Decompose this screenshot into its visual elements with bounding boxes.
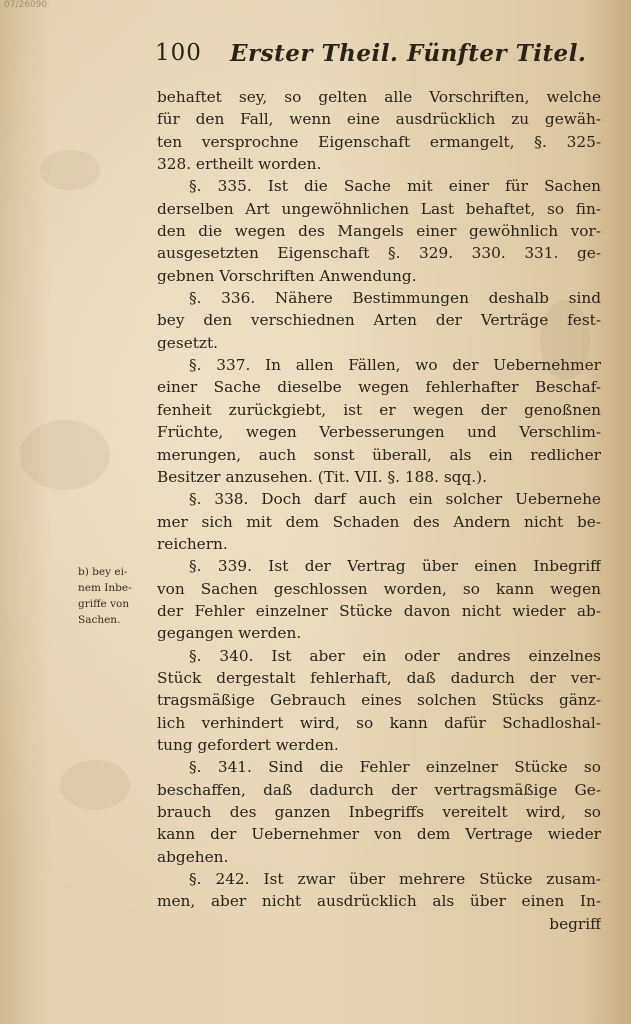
text-line: 328. ertheilt worden.	[157, 155, 322, 174]
text-line: §. 336. Nähere Bestimmungen deshalb sind	[189, 289, 601, 308]
text-line: den die wegen des Mangels einer gewöhnlich vor-	[157, 222, 601, 241]
text-line: begriff	[549, 914, 601, 933]
margin-note	[78, 564, 152, 628]
text-line: tragsmäßige Gebrauch eines solchen Stücks gänz-	[157, 691, 601, 710]
text-line: men, aber nicht ausdrücklich als über einen In-	[157, 892, 601, 911]
text-line: kann der Uebernehmer von dem Vertrage wieder	[157, 825, 601, 844]
text-line: der Fehler einzelner Stücke davon nicht wieder ab-	[157, 601, 601, 620]
margin-note-line: b) bey ei-	[78, 566, 128, 578]
text-line: §. 341. Sind die Fehler einzelner Stücke so	[189, 758, 601, 777]
text-line: merungen, auch sonst überall, als ein redlicher	[157, 445, 601, 464]
text-line: §. 340. Ist aber ein oder andres einzelnes	[189, 646, 601, 665]
margin-note-line: griffe von	[78, 598, 130, 610]
page-number: 100	[155, 40, 202, 66]
text-line: §. 335. Ist die Sache mit einer für Sachen	[189, 177, 601, 196]
text-line: §. 339. Ist der Vertrag über einen Inbegriff	[189, 557, 601, 576]
text-line: bey den verschiednen Arten der Verträge fest-	[157, 311, 601, 330]
library-stamp: 07/26090	[4, 0, 48, 10]
text-line: für den Fall, wenn eine ausdrücklich zu gewäh-	[157, 110, 601, 129]
text-line: ausgesetzten Eigenschaft §. 329. 330. 331. ge-	[157, 244, 601, 263]
text-line: Besitzer anzusehen. (Tit. VII. §. 188. sqq.).	[157, 467, 487, 486]
text-line: gebnen Vorschriften Anwendung.	[157, 266, 417, 285]
text-line: gegangen werden.	[157, 624, 302, 643]
text-line: brauch des ganzen Inbegriffs vereitelt wird, so	[157, 803, 601, 821]
text-line: beschaffen, daß dadurch der vertragsmäßige Ge-	[157, 780, 601, 799]
margin-note-line: nem Inbe-	[78, 582, 132, 594]
text-line: tung gefordert werden.	[157, 735, 339, 754]
text-line: lich verhindert wird, so kann dafür Schadloshal-	[157, 713, 601, 732]
text-line: mer sich mit dem Schaden des Andern nicht be-	[157, 512, 601, 531]
text-line: Früchte, wegen Verbesserungen und Verschlim-	[157, 423, 601, 442]
text-line: reichern.	[157, 534, 228, 553]
text-line: ten versprochne Eigenschaft ermangelt, §. 325-	[157, 132, 601, 151]
text-line: abgehen.	[157, 847, 229, 866]
body-text	[157, 86, 601, 935]
text-line: einer Sache dieselbe wegen fehlerhafter Beschaf-	[157, 378, 601, 397]
page-header	[155, 38, 605, 74]
text-line: derselben Art ungewöhnlichen Last behaftet, so fin-	[157, 199, 601, 218]
text-line: Stück dergestalt fehlerhaft, daß dadurch der ver-	[157, 668, 601, 687]
text-line: §. 242. Ist zwar über mehrere Stücke zusam-	[189, 870, 601, 889]
text-line: behaftet sey, so gelten alle Vorschriften, welche	[157, 88, 601, 106]
text-line: gesetzt.	[157, 333, 218, 352]
text-line: §. 337. In allen Fällen, wo der Uebernehmer	[189, 356, 601, 375]
margin-note-line: Sachen.	[78, 614, 121, 626]
running-title: Erster Theil. Fünfter Titel.	[230, 40, 587, 67]
text-line: fenheit zurückgiebt, ist er wegen der genoßnen	[157, 400, 601, 419]
text-line: von Sachen geschlossen worden, so kann wegen	[157, 579, 601, 598]
text-line: §. 338. Doch darf auch ein solcher Uebernehe	[189, 490, 601, 509]
